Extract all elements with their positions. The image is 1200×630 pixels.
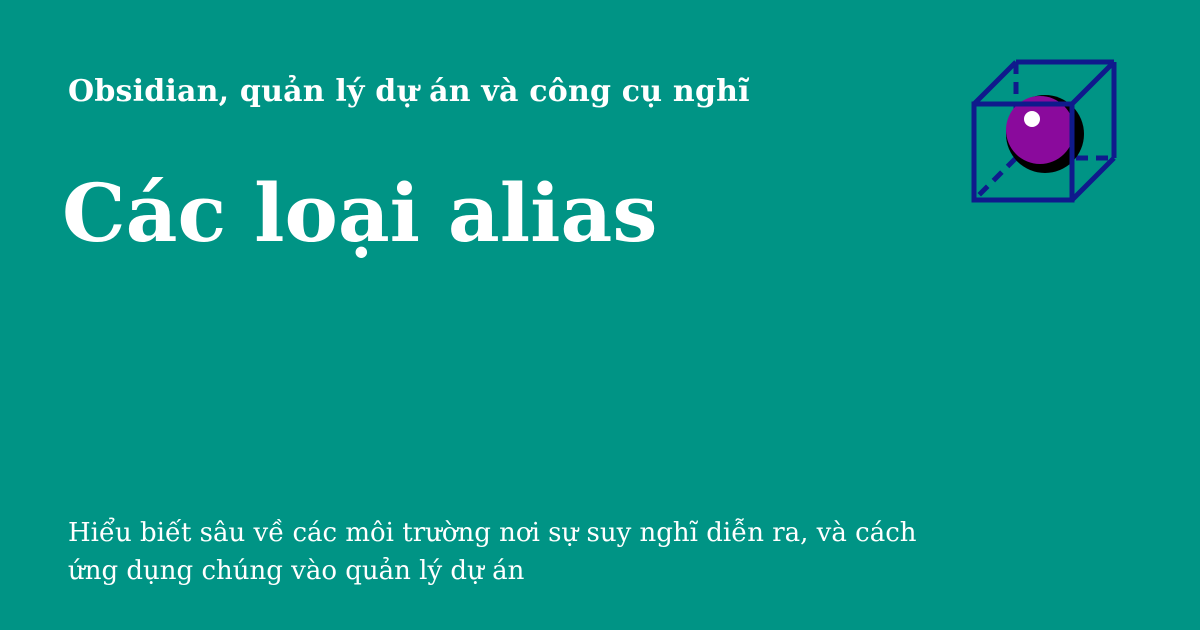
- page-description: Hiểu biết sâu về các môi trường nơi sự suy nghĩ diễn ra, và cách ứng dụng chúng vào quản lý dự án: [68, 518, 917, 586]
- cube-with-sphere-icon: [960, 50, 1130, 220]
- series-title: Obsidian, quản lý dự án và công cụ nghĩ: [68, 74, 750, 109]
- page-title: Các loại alias: [62, 166, 658, 260]
